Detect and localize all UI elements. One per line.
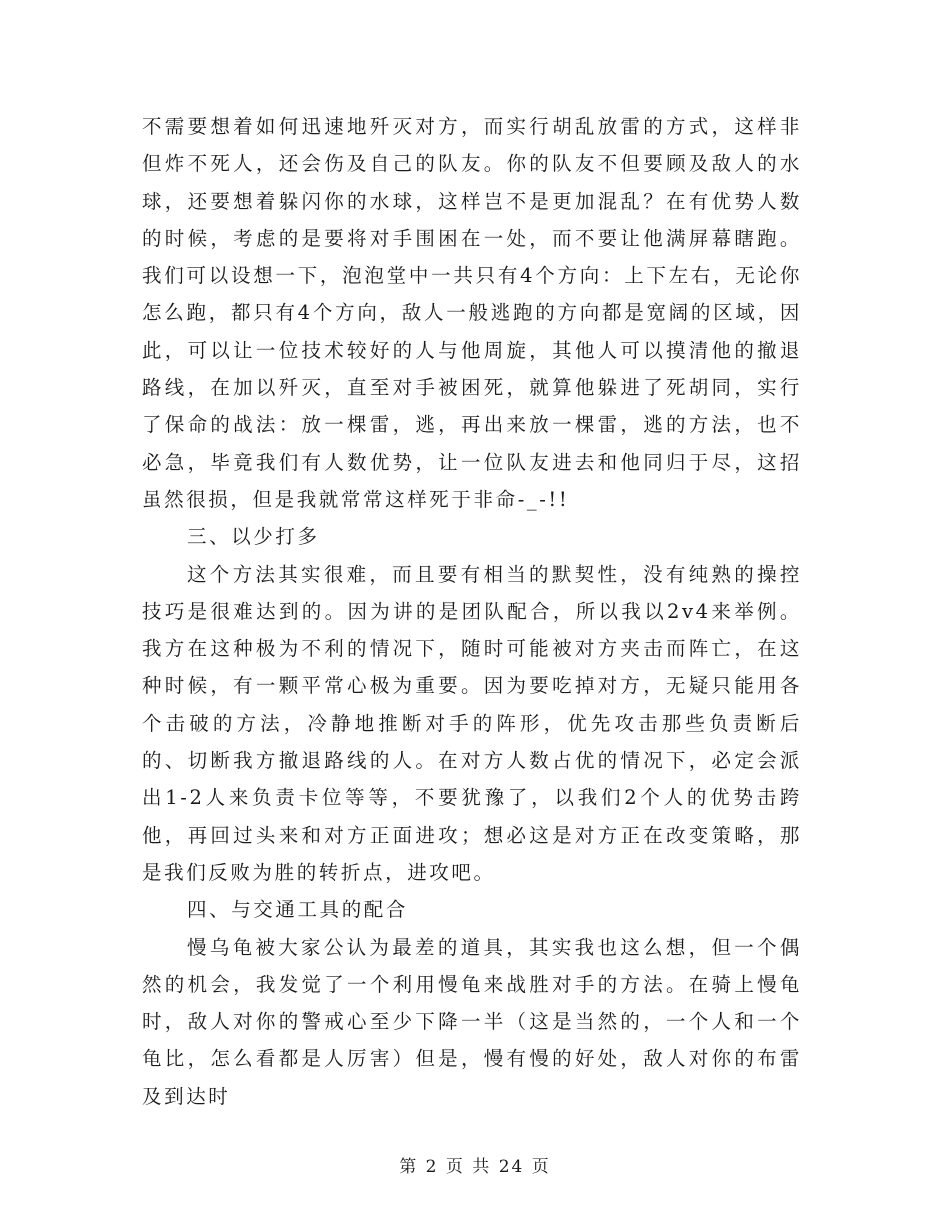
paragraph-3: 慢乌龟被大家公认为最差的道具，其实我也这么想，但一个偶然的机会，我发觉了一个利用慢龟来战胜对手的方法。在骑上慢龟时，敌人对你的警戒心至少下降一半（这是当然的，一个人和一个龟比，怎么看都是人厉害）但是，慢有慢的好处，敌人对你的布雷及到达时 — [142, 935, 802, 1108]
paragraph-2: 这个方法其实很难，而且要有相当的默契性，没有纯熟的操控技巧是很难达到的。因为讲的是团队配合，所以我以2v4来举例。我方在这种极为不利的情况下，随时可能被对方夹击而阵亡，在这种时候，有一颗平常心极为重要。因为要吃掉对方，无疑只能用各个击破的方法，冷静地推断对手的阵形，优先攻击那些负责断后的、切断我方撤退路线的人。在对方人数占优的情况下，必定会派出1-2人来负责卡位等等，不要犹豫了，以我们2个人的优势击跨他，再回过头来和对方正面进攻；想必这是对方正在改变策略，那是我们反败为胜的转折点，进攻吧。 — [142, 562, 802, 884]
paragraph-1: 不需要想着如何迅速地歼灭对方，而实行胡乱放雷的方式，这样非但炸不死人，还会伤及自己的队友。你的队友不但要顾及敌人的水球，还要想着躲闪你的水球，这样岂不是更加混乱？在有优势人数的时候，考虑的是要将对手围困在一处，而不要让他满屏幕瞎跑。我们可以设想一下，泡泡堂中一共只有4个方向：上下左右，无论你怎么跑，都只有4个方向，敌人一般逃跑的方向都是宽阔的区域，因此，可以让一位技术较好的人与他周旋，其他人可以摸清他的撤退路线，在加以歼灭，直至对手被困死，就算他躲进了死胡同，实行了保命的战法：放一棵雷，逃，再出来放一棵雷，逃的方法，也不必急，毕竟我们有人数优势，让一位队友进去和他同归于尽，这招虽然很损，但是我就常常这样死于非命-_-!! — [142, 115, 802, 511]
page-footer: 第 2 页 共 24 页 — [399, 1157, 551, 1177]
document-body — [142, 108, 802, 1115]
section-heading-4: 四、与交通工具的配合 — [187, 898, 409, 922]
section-heading-3: 三、以少打多 — [187, 525, 320, 549]
